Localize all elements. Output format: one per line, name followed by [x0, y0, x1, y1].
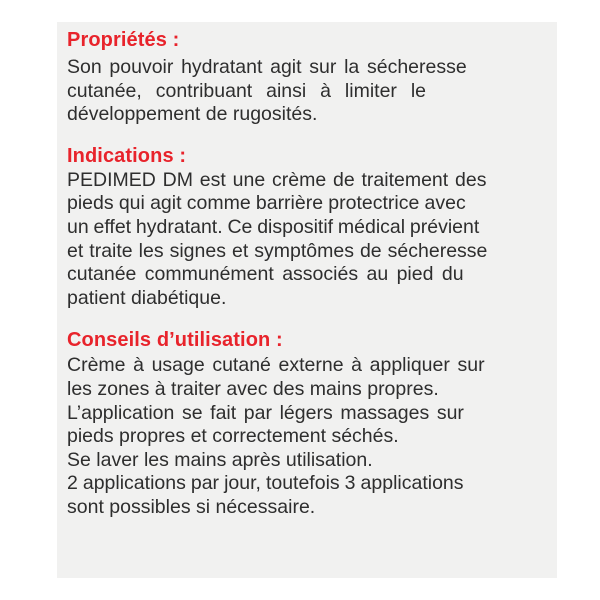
- indications-line: cutanée communément associés au pied du: [67, 263, 464, 286]
- indications-line: et traite les signes et symptômes de sécheresse: [67, 239, 488, 262]
- conseils-line: pieds propres et correctement séchés.: [67, 425, 399, 448]
- indications-line: PEDIMED DM est une crème de traitement des: [67, 168, 487, 191]
- conseils-text: [67, 354, 547, 519]
- conseils-line: L’application se fait par légers massages sur: [67, 401, 464, 424]
- conseils-line: Crème à usage cutané externe à appliquer sur: [67, 354, 485, 377]
- conseils-line: 2 applications par jour, toutefois 3 applications: [67, 472, 464, 495]
- conseils-line: les zones à traiter avec des mains propres.: [67, 377, 439, 400]
- indications-line: un effet hydratant. Ce dispositif médical prévient: [67, 215, 480, 238]
- section-conseils: [67, 328, 547, 519]
- product-label-panel: [57, 22, 557, 578]
- indications-line: pieds qui agit comme barrière protectrice avec: [67, 192, 466, 215]
- heading-conseils: Conseils d’utilisation :: [67, 329, 283, 352]
- conseils-line: Se laver les mains après utilisation.: [67, 448, 373, 471]
- heading-indications: Indications :: [67, 144, 187, 167]
- conseils-line: sont possibles si nécessaire.: [67, 495, 316, 518]
- section-proprietes: [67, 28, 547, 127]
- indications-text: [67, 169, 547, 311]
- proprietes-line: développement de rugosités.: [67, 103, 318, 126]
- proprietes-text: [67, 56, 547, 127]
- proprietes-line: Son pouvoir hydratant agit sur la sécheresse: [67, 56, 467, 78]
- heading-proprietes: Propriétés :: [67, 29, 180, 51]
- indications-line: patient diabétique.: [67, 286, 227, 309]
- section-indications: [67, 144, 547, 311]
- proprietes-line: cutanée, contribuant ainsi à limiter le: [67, 79, 427, 102]
